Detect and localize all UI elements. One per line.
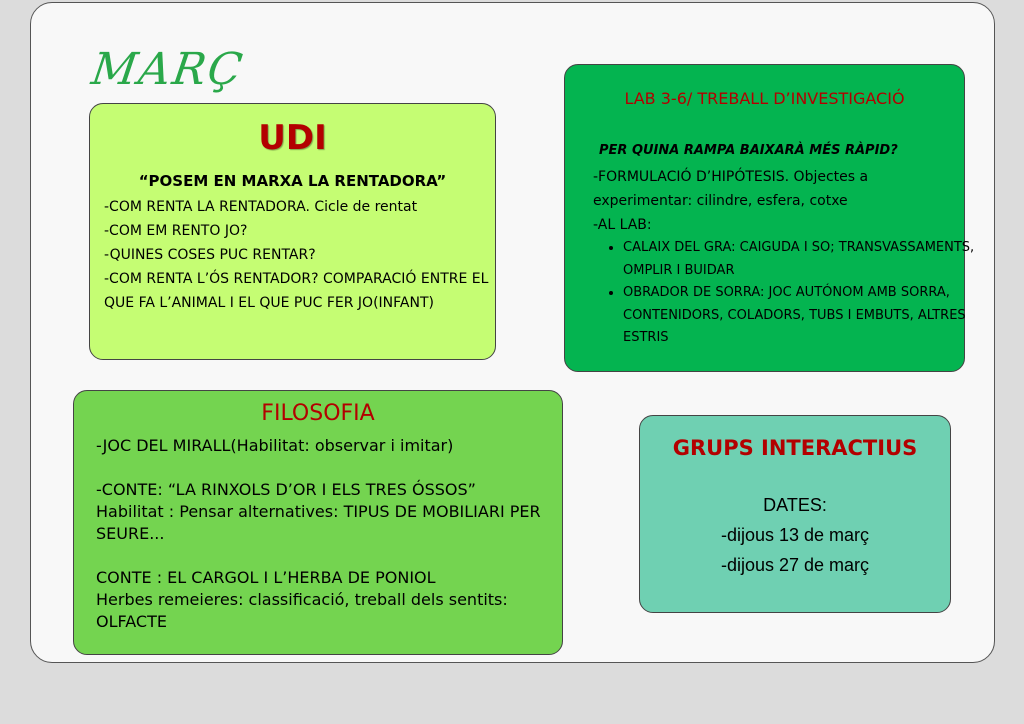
date-item: -dijous 13 de març <box>720 525 870 545</box>
filosofia-text <box>96 435 556 633</box>
udi-line: -COM RENTA L’ÓS RENTADOR? COMPARACIÓ ENTRE EL QUE FA L’ANIMAL I EL QUE PUC FER JO(INFANT) <box>104 271 489 311</box>
list-item: • CALAIX DEL GRA: CAIGUDA I SO; TRANSVASSAMENTS, OMPLIR I BUIDAR <box>623 237 988 282</box>
date-item: -dijous 27 de març <box>720 555 870 575</box>
lab-line: -AL LAB: <box>593 217 652 233</box>
filosofia-card <box>73 390 563 655</box>
list-item: • OBRADOR DE SORRA: JOC AUTÓNOM AMB SORRA, CONTENIDORS, COLADORS, TUBS I EMBUTS, ALTRES ESTRIS <box>623 282 988 350</box>
filosofia-line: Herbes remeieres: classificació, treball dels sentits: OLFACTE <box>96 590 508 631</box>
lab-card <box>564 64 975 372</box>
udi-line: -COM EM RENTO JO? <box>104 223 248 239</box>
lab-title: LAB 3-6/ TREBALL D’INVESTIGACIÓ <box>624 89 905 108</box>
udi-line: -QUINES COSES PUC RENTAR? <box>104 247 316 263</box>
lab-line: -FORMULACIÓ D’HIPÓTESIS. Objectes a experimentar: cilindre, esfera, cotxe <box>593 169 869 209</box>
udi-subtitle: “POSEM EN MARXA LA RENTADORA” <box>138 172 447 190</box>
filosofia-line: Habilitat : Pensar alternatives: TIPUS DE MOBILIARI PER SEURE... <box>96 502 541 543</box>
filosofia-title: FILOSOFIA <box>261 401 375 426</box>
filosofia-line: -JOC DEL MIRALL(Habilitat: observar i imitar) <box>96 436 454 455</box>
spacer <box>96 545 556 567</box>
filosofia-line: -CONTE: “LA RINXOLS D’OR I ELS TRES ÓSSOS” <box>96 480 476 499</box>
udi-lines <box>104 195 489 315</box>
lab-text <box>593 165 953 237</box>
month-title: MARÇ <box>88 44 248 95</box>
grups-title: GRUPS INTERACTIUS <box>672 436 918 460</box>
udi-line: -COM RENTA LA RENTADORA. Cicle de rentat <box>104 199 418 215</box>
grups-dates <box>640 490 950 580</box>
lab-question: PER QUINA RAMPA BAIXARÀ MÉS RÀPID? <box>599 143 898 158</box>
lab-bullet-list <box>593 237 988 350</box>
udi-title: UDI <box>258 118 327 158</box>
grups-card <box>639 415 951 613</box>
udi-card <box>89 103 496 360</box>
dates-label: DATES: <box>763 495 827 515</box>
spacer <box>96 457 556 479</box>
filosofia-line: CONTE : EL CARGOL I L’HERBA DE PONIOL <box>96 568 436 587</box>
